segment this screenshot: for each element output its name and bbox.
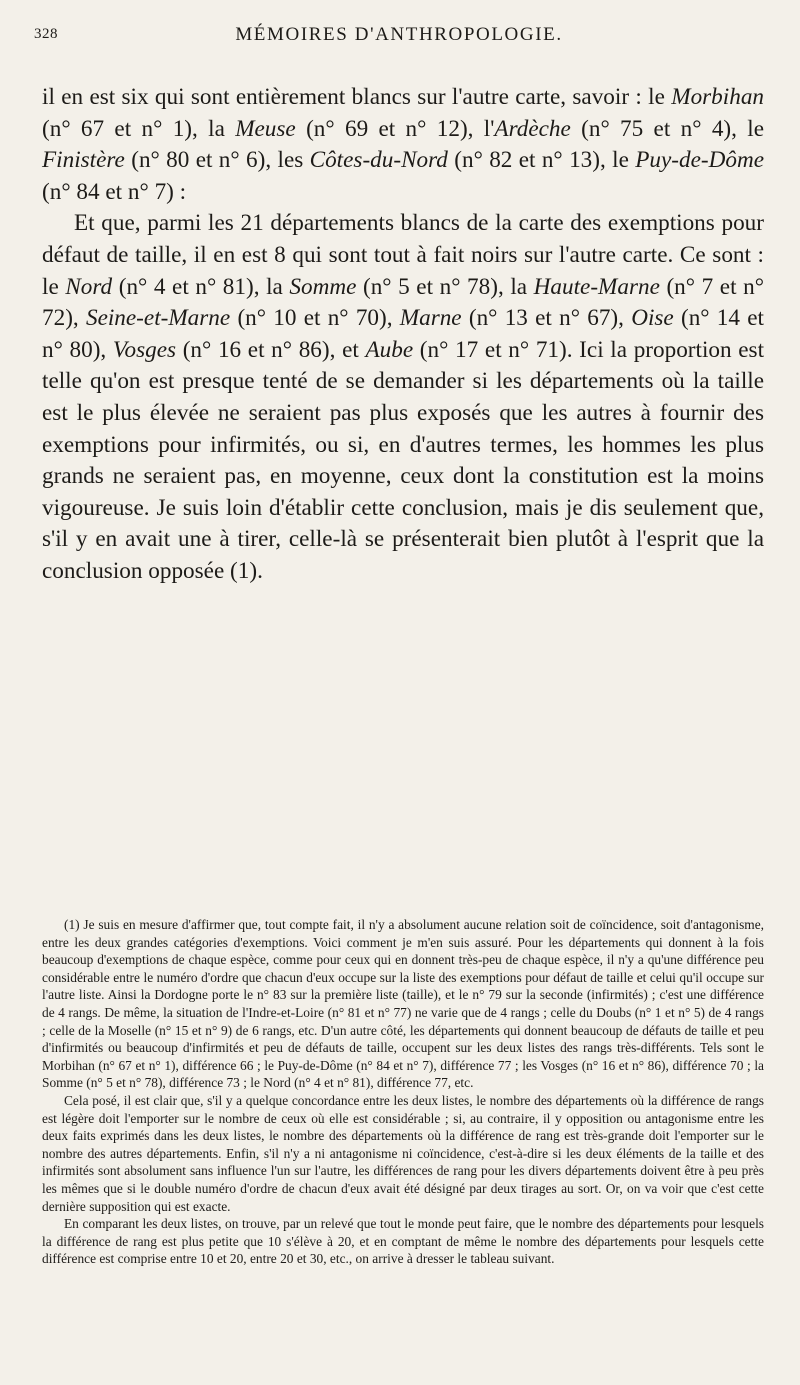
paragraph-departments-noirs: [42, 208, 764, 587]
main-text: [42, 82, 764, 588]
text-run: (n° 82 et n° 13), le: [447, 147, 636, 174]
text-run: (n° 84 et n° 7) :: [42, 178, 187, 205]
department-name: Oise: [631, 305, 674, 332]
text-run: (n° 75 et n° 4), le: [570, 115, 764, 142]
department-name: Nord: [65, 273, 113, 300]
department-name: Haute-Marne: [533, 273, 660, 300]
department-name: Meuse: [235, 115, 296, 142]
text-run: (n° 16 et n° 86), et: [176, 336, 366, 363]
department-name: Finistère: [42, 147, 125, 174]
text-run: (n° 80 et n° 6), les: [124, 147, 310, 174]
department-name: Puy-de-Dôme: [635, 147, 764, 174]
text-run: il en est six qui sont entièrement blancs sur l'autre carte, savoir : le: [42, 84, 672, 110]
text-run: (n° 13 et n° 67),: [461, 305, 632, 332]
department-name: Seine-et-Marne: [85, 305, 231, 332]
footnote-1-continued: Cela posé, il est clair que, s'il y a quelque concordance entre les deux listes, le nombre des départements où la différence de rangs est légère doit l'emporter sur le nombre de ceux où elle est considérable ; si, au contraire, il y opposition ou antagonisme entre les deux faits exprimés dans les deux listes, le nombre des départements où la différence de rang est très-grande doit l'emporter sur le nombre des autres départements. Enfin, s'il n'y a ni antagonisme ni coïncidence, c'est-à-dire si les deux éléments de la taille et des infirmités sont absolument sans influence l'un sur l'autre, les différences de rang pour les divers départements doivent être à peu près les mêmes que si le double numéro d'ordre de chacun d'eux avait été désigné par deux tirages au sort. Or, on va voir que c'est cette dernière supposition qui est exacte.: [42, 1092, 764, 1214]
department-name: Aube: [365, 336, 414, 363]
running-title: MÉMOIRES D'ANTHROPOLOGIE.: [235, 24, 563, 45]
paragraph-continuation: [42, 82, 764, 208]
department-name: Ardèche: [494, 115, 571, 142]
text-run: (n° 17 et n° 71). Ici la proportion est telle qu'on est presque tenté de se demander si les départements où la taille est le plus élevée ne seraient pas plus exposés que les autres à fournir des exemptions pour infirmités, ou si, en d'autres termes, les hommes les plus grands ne seraient pas, en moyenne, ceux dont la constitution est la moins vigoureuse. Je suis loin d'établir cette conclusion, mais je dis seulement que, s'il y en avait une à tirer, celle-là se présenterait bien plutôt à l'esprit que la conclusion opposée (1).: [42, 336, 765, 584]
text-run: (n° 69 et n° 12), l': [295, 115, 495, 142]
footnote-1: (1) Je suis en mesure d'affirmer que, tout compte fait, il n'y a absolument aucune relation soit de coïncidence, soit d'antagonisme, entre les deux grandes catégories d'exemptions. Voici comment je m'en suis assuré. Pour les départements qui donnent à la fois beaucoup d'exemptions de chaque espèce, comme pour ceux qui en donnent très-peu de chaque espèce, il n'y a qu'une différence peu considérable entre le numéro d'ordre que chacun d'eux occupe sur la liste des exemptions pour défaut de taille et celui qu'il occupe sur l'autre liste. Ainsi la Dordogne porte le n° 83 sur la première liste (taille), et le n° 79 sur la seconde (infirmités) ; c'est une différence de 4 rangs. De même, la situation de l'Indre-et-Loire (n° 81 et n° 77) ne varie que de 4 rangs ; celle du Doubs (n° 1 et n° 5) de 4 rangs ; celle de la Moselle (n° 15 et n° 9) de 6 rangs, etc. D'un autre côté, les départements qui donnent beaucoup de défauts de taille et peu d'infirmités ou beaucoup d'infirmités et peu de défauts de taille, occupent sur les deux listes des rangs très-différents. Tels sont le Morbihan (n° 67 et n° 1), différence 66 ; le Puy-de-Dôme (n° 84 et n° 7), différence 77 ; les Vosges (n° 16 et n° 86), différence 70 ; la Somme (n° 5 et n° 78), différence 73 ; le Nord (n° 4 et n° 81), différence 77, etc.: [42, 917, 764, 1091]
department-name: Côtes-du-Nord: [309, 147, 448, 174]
text-run: (n° 7 et n° 72),: [42, 273, 764, 332]
text-run: (n° 67 et n° 1), la: [42, 115, 236, 142]
text-run: (n° 4 et n° 81), la: [112, 273, 290, 300]
department-name: Morbihan: [671, 84, 764, 110]
footnotes: [42, 916, 764, 1268]
text-run: (n° 5 et n° 78), la: [356, 273, 534, 300]
department-name: Vosges: [112, 336, 177, 363]
text-run: Et que, parmi les 21 départements blancs de la carte des exemptions pour défaut de taille, il en est 8 qui sont tout à fait noirs sur l'autre carte. Ce sont : le: [42, 210, 764, 300]
text-run: (n° 10 et n° 70),: [230, 305, 400, 332]
page-number: 328: [34, 26, 58, 42]
text-run: (n° 14 et n° 80),: [42, 305, 764, 363]
footnote-1-conclusion: En comparant les deux listes, on trouve, par un relevé que tout le monde peut faire, que le nombre des départements pour lesquels la différence de rang est plus petite que 10 s'élève à 20, et en comptant de même le nombre des départements pour lesquels cette différence est comprise entre 10 et 20, entre 20 et 30, etc., on arrive à dresser le tableau suivant.: [42, 1216, 764, 1267]
department-name: Marne: [399, 305, 462, 332]
department-name: Somme: [289, 273, 357, 300]
page-header: [34, 20, 764, 60]
